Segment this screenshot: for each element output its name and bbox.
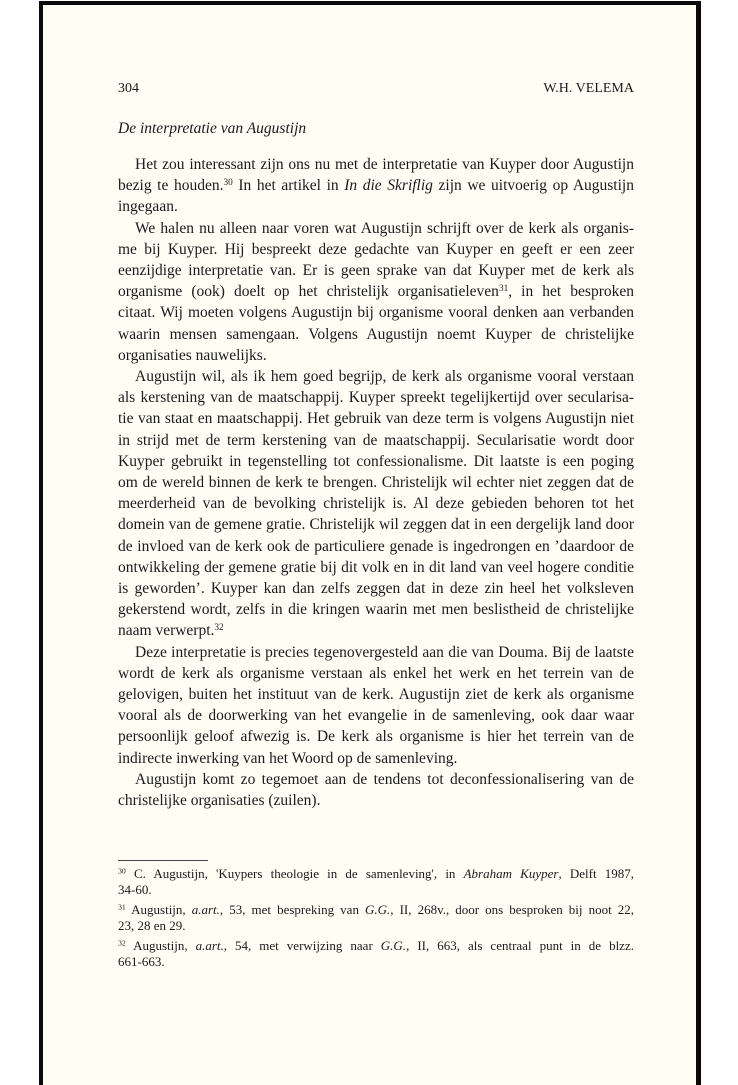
text-segment: Augustijn wil, als ik hem goed begrijp, de kerk als organisme vooral verstaan (135, 368, 634, 386)
text-segment: ontwikkeling der gemene gratie bij dit volk en in dit land van veel hogere conditie (118, 558, 634, 576)
text-line (118, 536, 634, 557)
text-line (118, 620, 634, 641)
text-segment: als kerstening van de maatschappij. Kuyper spreekt tegelijkertijd over secularisa- (118, 389, 634, 407)
text-segment: , Delft 1987, (558, 866, 634, 881)
text-segment: ingegaan. (118, 198, 178, 216)
text-segment: Augustijn komt zo tegemoet aan de tendens tot deconfessionalisering van de (135, 770, 634, 788)
text-line (118, 324, 634, 345)
text-segment: Abraham Kuyper (463, 866, 559, 881)
text-segment: is geworden’. Kuyper kan dan zelfs zeggen dat in deze zin heel het volksleven (118, 580, 634, 598)
text-line (118, 726, 634, 747)
text-line (118, 557, 634, 578)
text-line (118, 954, 634, 970)
body-text (118, 154, 634, 811)
text-segment: Augustijn, (125, 938, 196, 953)
running-header-author: W.H. VELEMA (543, 81, 634, 96)
text-line (118, 408, 634, 429)
footnote-marker: 31 (118, 902, 126, 912)
text-line (118, 239, 634, 260)
text-segment: Deze interpretatie is precies tegenovergesteld aan die van Douma. Bij de laatste (135, 643, 634, 661)
paragraph (118, 642, 634, 769)
text-segment: in strijd met de term kerstening van de maatschappij. Secularisatie wordt door (118, 431, 634, 449)
text-line (118, 684, 634, 705)
text-line (118, 472, 634, 493)
text-segment: christelijke organisaties (zuilen). (118, 792, 321, 810)
text-segment: In het artikel in (232, 177, 345, 195)
text-segment: a.art. (195, 938, 224, 953)
text-line (118, 302, 634, 323)
text-segment: a.art. (191, 902, 220, 917)
text-segment: indirecte inwerking van het Woord op de samenleving. (118, 749, 458, 767)
text-segment: persoonlijk geloof afwezig is. De kerk als organisme is hier het terrein van de (118, 728, 634, 746)
text-line (118, 790, 634, 811)
footnote-marker: 32 (118, 938, 126, 948)
text-segment: 661-663. (118, 953, 165, 969)
text-segment: bezig te houden. (118, 177, 224, 195)
text-segment: waarin mensen samengaan. Volgens Augustijn noemt Kuyper de christelijke (118, 325, 634, 343)
text-line (118, 366, 634, 387)
footnote-marker: 32 (214, 623, 224, 634)
section-heading: De interpretatie van Augustijn (118, 120, 307, 137)
text-segment: om de wereld binnen de kerk te brengen. Christelijk wil echter niet zeggen dat de (118, 474, 634, 492)
text-line (118, 599, 634, 620)
text-line (118, 196, 634, 217)
text-line (118, 642, 634, 663)
text-line (118, 345, 634, 366)
text-segment: C. Augustijn, 'Kuypers theologie in de samenleving', in (125, 866, 464, 881)
text-segment: organisme (ook) doelt op het christelijk organisatieleven (118, 283, 499, 301)
text-segment: zijn we uitvoerig op Augustijn (432, 177, 634, 195)
text-segment: vooral als de doorwerking van het evangelie in de samenleving, ook daar waar (118, 707, 634, 725)
text-segment: Kuyper gebruikt in tegenstelling tot confessionalisme. Dit laatste is een poging (118, 452, 634, 470)
text-segment: eenzijdige interpretatie van. Er is geen sprake van dat Kuyper met de kerk als (118, 262, 634, 280)
text-segment: , II, 663, als centraal punt in de blzz. (406, 938, 634, 953)
text-line (118, 430, 634, 451)
text-line (118, 175, 634, 196)
text-line (118, 866, 634, 882)
text-line (118, 281, 634, 302)
text-line (118, 218, 634, 239)
text-segment: domein van de gemene gratie. Christelijk wil zeggen dat in een dergelijk land door (118, 516, 634, 534)
text-segment: , 53, met bespreking van (219, 902, 366, 917)
text-segment: G.G. (365, 902, 391, 917)
text-line (118, 260, 634, 281)
text-segment: Augustijn, (125, 902, 192, 917)
text-line (118, 493, 634, 514)
text-line (118, 514, 634, 535)
text-line (118, 902, 634, 918)
text-segment: 23, 28 en 29. (118, 917, 186, 933)
footnote (118, 938, 634, 969)
text-segment: de invloed van de kerk ook de particuliere genade is ingedrongen en ’daardoor de (118, 537, 634, 555)
paragraph (118, 218, 634, 366)
text-segment: We halen nu alleen naar voren wat Augustijn schrijft over de kerk als organis- (135, 219, 634, 237)
text-line (118, 451, 634, 472)
text-line (118, 578, 634, 599)
footnote-marker: 31 (498, 284, 509, 295)
text-line (118, 663, 634, 684)
text-line (118, 387, 634, 408)
paragraph (118, 769, 634, 811)
text-line (118, 918, 634, 934)
footnote-marker: 30 (223, 178, 233, 189)
text-line (118, 705, 634, 726)
text-segment: naam verwerpt. (118, 622, 215, 640)
text-segment: meerderheid van de bevolking christelijk is. Al deze gebieden behoren tot het (118, 495, 634, 513)
footnote-separator (118, 860, 208, 861)
paragraph (118, 366, 634, 642)
text-line (118, 769, 634, 790)
paragraph (118, 154, 634, 218)
text-segment: gekerstend wordt, zelfs in die kringen waarin met men beslistheid de christelijke (118, 601, 634, 619)
footnote (118, 866, 634, 897)
text-segment: Het zou interessant zijn ons nu met de interpretatie van Kuyper door Augustijn (135, 156, 634, 173)
text-segment: gelovigen, buiten het instituut van de kerk. Augustijn ziet de kerk als organisme (118, 686, 634, 704)
text-segment: organisaties nauwelijks. (118, 346, 267, 364)
text-segment: , 54, met verwijzing naar (223, 938, 381, 953)
text-segment: wordt de kerk als organisme verstaan als enkel het werk en het terrein van de (118, 664, 634, 682)
page-number: 304 (118, 81, 139, 96)
text-segment: me bij Kuyper. Hij bespreekt deze gedachte van Kuyper en geeft er een zeer (118, 240, 634, 258)
text-segment: In die Skriflig (344, 177, 433, 195)
text-segment: , in het besproken (508, 283, 634, 301)
text-line (118, 154, 634, 175)
footnote-marker: 30 (118, 866, 126, 876)
text-segment: tie van staat en maatschappij. Het gebruik van deze term is volgens Augustijn niet (118, 410, 634, 428)
text-line (118, 748, 634, 769)
text-segment: 34-60. (118, 881, 152, 897)
text-line (118, 882, 634, 898)
text-segment: citaat. Wij moeten volgens Augustijn bij organisme vooral denken aan verbanden (118, 304, 634, 322)
text-line (118, 938, 634, 954)
text-segment: , II, 268v., door ons besproken bij noot 22, (390, 902, 634, 917)
footnote (118, 902, 634, 933)
footnotes (118, 866, 634, 974)
text-segment: G.G. (380, 938, 407, 953)
